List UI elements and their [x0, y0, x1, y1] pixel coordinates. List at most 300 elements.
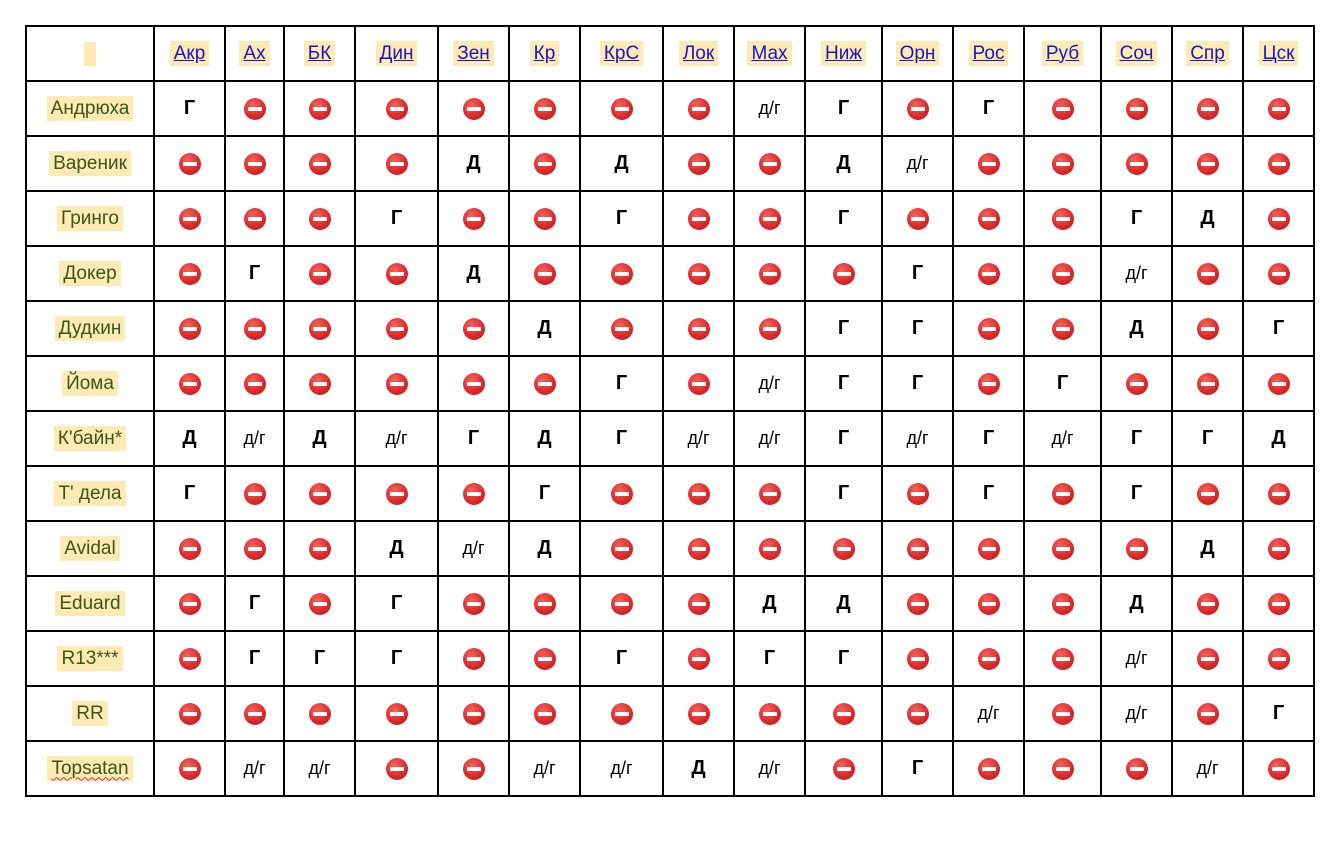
- table-cell: [734, 191, 805, 246]
- no-entry-icon: [759, 263, 781, 285]
- cell-value: Г: [837, 482, 850, 504]
- cell-value: Г: [911, 262, 924, 284]
- table-row: [26, 686, 1314, 741]
- row-label: RR: [72, 701, 107, 726]
- cell-value: Г: [615, 647, 628, 669]
- table-cell: [953, 191, 1024, 246]
- column-header: [1243, 26, 1314, 81]
- table-cell: [1101, 356, 1172, 411]
- table-cell: [734, 246, 805, 301]
- corner-cell: [26, 26, 154, 81]
- table-cell: [284, 631, 355, 686]
- table-cell: [284, 741, 355, 796]
- cell-value: Д: [836, 152, 851, 174]
- no-entry-icon: [759, 318, 781, 340]
- table-cell: [284, 81, 355, 136]
- table-cell: [805, 136, 882, 191]
- table-cell: [225, 686, 284, 741]
- table-cell: [509, 741, 580, 796]
- table-cell: [580, 521, 663, 576]
- table-cell: [953, 631, 1024, 686]
- table-cell: [1243, 411, 1314, 466]
- no-entry-icon: [978, 373, 1000, 395]
- table-cell: [284, 521, 355, 576]
- table-cell: [1024, 576, 1101, 631]
- column-link[interactable]: Мах: [747, 41, 791, 66]
- table-cell: [1024, 466, 1101, 521]
- table-cell: [1101, 301, 1172, 356]
- cell-value: Д: [1129, 592, 1144, 614]
- table-cell: [1172, 741, 1243, 796]
- cell-value: д/г: [1125, 648, 1148, 668]
- no-entry-icon: [1052, 153, 1074, 175]
- no-entry-icon: [244, 98, 266, 120]
- no-entry-icon: [386, 703, 408, 725]
- table-cell: [284, 356, 355, 411]
- table-row: [26, 356, 1314, 411]
- no-entry-icon: [907, 593, 929, 615]
- no-entry-icon: [534, 153, 556, 175]
- no-entry-icon: [463, 208, 485, 230]
- table-cell: [1101, 136, 1172, 191]
- column-header: [154, 26, 225, 81]
- no-entry-icon: [978, 538, 1000, 560]
- no-entry-icon: [179, 593, 201, 615]
- no-entry-icon: [244, 318, 266, 340]
- table-cell: [882, 631, 953, 686]
- table-cell: [154, 466, 225, 521]
- cell-value: Г: [982, 427, 995, 449]
- table-cell: [1243, 356, 1314, 411]
- table-cell: [355, 466, 438, 521]
- table-cell: [805, 356, 882, 411]
- cell-value: Г: [837, 427, 850, 449]
- row-label: Дудкин: [55, 316, 126, 341]
- cell-value: д/г: [1125, 263, 1148, 283]
- table-cell: [1243, 246, 1314, 301]
- table-cell: [509, 686, 580, 741]
- table-cell: [882, 301, 953, 356]
- table-cell: [1101, 191, 1172, 246]
- no-entry-icon: [833, 758, 855, 780]
- no-entry-icon: [1052, 648, 1074, 670]
- no-entry-icon: [463, 593, 485, 615]
- table-row: [26, 301, 1314, 356]
- table-cell: [580, 246, 663, 301]
- row-header: [26, 81, 154, 136]
- table-cell: [1101, 246, 1172, 301]
- no-entry-icon: [978, 263, 1000, 285]
- table-cell: [1172, 466, 1243, 521]
- column-header: [509, 26, 580, 81]
- table-cell: [509, 191, 580, 246]
- no-entry-icon: [463, 98, 485, 120]
- no-entry-icon: [759, 703, 781, 725]
- cell-value: д/г: [243, 428, 266, 448]
- no-entry-icon: [244, 153, 266, 175]
- table-cell: [882, 576, 953, 631]
- table-cell: [438, 466, 509, 521]
- table-cell: [953, 576, 1024, 631]
- table-cell: [284, 466, 355, 521]
- no-entry-icon: [1197, 153, 1219, 175]
- cell-value: Г: [1201, 427, 1214, 449]
- no-entry-icon: [1268, 593, 1290, 615]
- table-cell: [355, 631, 438, 686]
- no-entry-icon: [386, 758, 408, 780]
- no-entry-icon: [179, 373, 201, 395]
- table-cell: [663, 466, 734, 521]
- table-cell: [953, 466, 1024, 521]
- table-cell: [805, 191, 882, 246]
- row-header: [26, 576, 154, 631]
- cell-value: д/г: [1125, 703, 1148, 723]
- column-header: [805, 26, 882, 81]
- no-entry-icon: [309, 703, 331, 725]
- no-entry-icon: [688, 318, 710, 340]
- no-entry-icon: [978, 318, 1000, 340]
- no-entry-icon: [179, 318, 201, 340]
- table-cell: [1243, 81, 1314, 136]
- row-label: Вареник: [49, 151, 131, 176]
- table-cell: [355, 246, 438, 301]
- column-link[interactable]: Акр: [170, 41, 210, 66]
- table-cell: [805, 411, 882, 466]
- column-link[interactable]: Цск: [1259, 41, 1299, 66]
- table-cell: [509, 356, 580, 411]
- table-cell: [284, 576, 355, 631]
- no-entry-icon: [1197, 648, 1219, 670]
- no-entry-icon: [611, 98, 633, 120]
- cell-value: Д: [836, 592, 851, 614]
- row-label: Гринго: [57, 206, 123, 231]
- table-cell: [1101, 631, 1172, 686]
- table-cell: [355, 81, 438, 136]
- table-cell: [1024, 741, 1101, 796]
- row-label: Avidal: [60, 536, 119, 561]
- no-entry-icon: [688, 373, 710, 395]
- column-link[interactable]: Кр: [530, 41, 560, 66]
- no-entry-icon: [1197, 373, 1219, 395]
- table-row: [26, 81, 1314, 136]
- cell-value: Г: [615, 207, 628, 229]
- table-cell: [663, 81, 734, 136]
- table-cell: [1243, 741, 1314, 796]
- table-cell: [509, 521, 580, 576]
- cell-value: д/г: [758, 98, 781, 118]
- table-cell: [580, 576, 663, 631]
- row-header: [26, 356, 154, 411]
- no-entry-icon: [1052, 98, 1074, 120]
- cell-value: Д: [312, 427, 327, 449]
- no-entry-icon: [1197, 593, 1219, 615]
- table-cell: [355, 411, 438, 466]
- table-cell: [805, 631, 882, 686]
- table-cell: [734, 466, 805, 521]
- no-entry-icon: [1197, 98, 1219, 120]
- table-cell: [1101, 411, 1172, 466]
- table-cell: [734, 631, 805, 686]
- column-link[interactable]: Спр: [1186, 41, 1229, 66]
- no-entry-icon: [1268, 648, 1290, 670]
- cell-value: Г: [1130, 207, 1143, 229]
- table-cell: [154, 301, 225, 356]
- table-cell: [154, 576, 225, 631]
- table-cell: [1172, 81, 1243, 136]
- table-cell: [882, 521, 953, 576]
- table-cell: [154, 686, 225, 741]
- cell-value: Д: [537, 427, 552, 449]
- cell-value: Г: [1272, 317, 1285, 339]
- row-label: Eduard: [55, 591, 124, 616]
- cell-value: Г: [183, 482, 196, 504]
- cell-value: Д: [466, 262, 481, 284]
- cell-value: Г: [390, 207, 403, 229]
- table-cell: [438, 741, 509, 796]
- no-entry-icon: [1268, 263, 1290, 285]
- column-link[interactable]: КрС: [600, 41, 643, 66]
- table-cell: [1172, 686, 1243, 741]
- no-entry-icon: [309, 263, 331, 285]
- no-entry-icon: [688, 703, 710, 725]
- column-link[interactable]: Руб: [1042, 41, 1083, 66]
- cell-value: Г: [982, 97, 995, 119]
- table-cell: [663, 521, 734, 576]
- no-entry-icon: [534, 648, 556, 670]
- no-entry-icon: [1268, 538, 1290, 560]
- table-cell: [805, 576, 882, 631]
- table-cell: [1243, 466, 1314, 521]
- row-header: [26, 136, 154, 191]
- cell-value: д/г: [308, 758, 331, 778]
- cell-value: Г: [1272, 702, 1285, 724]
- cell-value: Д: [466, 152, 481, 174]
- table-row: [26, 466, 1314, 521]
- no-entry-icon: [309, 593, 331, 615]
- row-label: Докер: [59, 261, 120, 286]
- table-cell: [734, 686, 805, 741]
- row-header: [26, 741, 154, 796]
- cell-value: Д: [389, 537, 404, 559]
- table-cell: [225, 631, 284, 686]
- table-cell: [805, 246, 882, 301]
- table-cell: [438, 631, 509, 686]
- table-cell: [355, 301, 438, 356]
- no-entry-icon: [179, 263, 201, 285]
- table-cell: [284, 686, 355, 741]
- column-header: [225, 26, 284, 81]
- schedule-table: [25, 25, 1315, 797]
- cell-value: д/г: [758, 373, 781, 393]
- table-cell: [154, 521, 225, 576]
- table-cell: [154, 356, 225, 411]
- no-entry-icon: [1268, 373, 1290, 395]
- column-header: [438, 26, 509, 81]
- no-entry-icon: [309, 318, 331, 340]
- table-cell: [580, 191, 663, 246]
- no-entry-icon: [1052, 263, 1074, 285]
- table-cell: [1172, 136, 1243, 191]
- cell-value: д/г: [610, 758, 633, 778]
- table-cell: [225, 301, 284, 356]
- no-entry-icon: [907, 208, 929, 230]
- table-cell: [225, 521, 284, 576]
- cell-value: Г: [313, 647, 326, 669]
- table-cell: [1024, 191, 1101, 246]
- table-cell: [1024, 521, 1101, 576]
- cell-value: д/г: [758, 428, 781, 448]
- no-entry-icon: [1197, 318, 1219, 340]
- table-cell: [225, 576, 284, 631]
- row-label: R13***: [57, 646, 122, 671]
- table-cell: [225, 411, 284, 466]
- no-entry-icon: [1052, 208, 1074, 230]
- no-entry-icon: [534, 703, 556, 725]
- no-entry-icon: [611, 593, 633, 615]
- column-link[interactable]: Рос: [969, 41, 1009, 66]
- no-entry-icon: [386, 483, 408, 505]
- no-entry-icon: [463, 648, 485, 670]
- table-cell: [1172, 301, 1243, 356]
- table-cell: [580, 301, 663, 356]
- no-entry-icon: [833, 538, 855, 560]
- no-entry-icon: [179, 208, 201, 230]
- table-cell: [1243, 301, 1314, 356]
- column-header: [355, 26, 438, 81]
- no-entry-icon: [1197, 703, 1219, 725]
- table-cell: [1172, 631, 1243, 686]
- no-entry-icon: [1197, 483, 1219, 505]
- cell-value: Г: [248, 647, 261, 669]
- column-link[interactable]: Орн: [896, 41, 940, 66]
- table-cell: [953, 136, 1024, 191]
- no-entry-icon: [907, 703, 929, 725]
- no-entry-icon: [244, 373, 266, 395]
- no-entry-icon: [688, 263, 710, 285]
- no-entry-icon: [244, 483, 266, 505]
- cell-value: Д: [691, 757, 706, 779]
- no-entry-icon: [309, 373, 331, 395]
- table-cell: [580, 631, 663, 686]
- table-cell: [1172, 411, 1243, 466]
- table-cell: [882, 246, 953, 301]
- no-entry-icon: [534, 208, 556, 230]
- cell-value: Г: [911, 757, 924, 779]
- no-entry-icon: [1126, 153, 1148, 175]
- table-cell: [663, 136, 734, 191]
- table-cell: [438, 411, 509, 466]
- table-cell: [734, 576, 805, 631]
- row-header: [26, 191, 154, 246]
- column-link[interactable]: БК: [304, 41, 336, 66]
- table-cell: [355, 191, 438, 246]
- table-cell: [734, 301, 805, 356]
- table-cell: [438, 301, 509, 356]
- table-cell: [509, 631, 580, 686]
- table-cell: [734, 521, 805, 576]
- cell-value: д/г: [1051, 428, 1074, 448]
- table-cell: [1101, 576, 1172, 631]
- table-cell: [663, 576, 734, 631]
- no-entry-icon: [688, 153, 710, 175]
- table-cell: [1024, 411, 1101, 466]
- table-cell: [663, 741, 734, 796]
- no-entry-icon: [179, 648, 201, 670]
- table-row: [26, 136, 1314, 191]
- table-cell: [1243, 191, 1314, 246]
- no-entry-icon: [688, 593, 710, 615]
- no-entry-icon: [759, 208, 781, 230]
- no-entry-icon: [386, 263, 408, 285]
- table-cell: [1172, 356, 1243, 411]
- table-cell: [1024, 301, 1101, 356]
- table-cell: [953, 246, 1024, 301]
- table-cell: [882, 686, 953, 741]
- cell-value: Г: [837, 647, 850, 669]
- no-entry-icon: [386, 373, 408, 395]
- cell-value: Г: [763, 647, 776, 669]
- cell-value: д/г: [462, 538, 485, 558]
- no-entry-icon: [179, 758, 201, 780]
- column-link[interactable]: Ах: [239, 41, 269, 66]
- column-link[interactable]: Дин: [376, 41, 418, 66]
- table-cell: [882, 191, 953, 246]
- cell-value: д/г: [687, 428, 710, 448]
- column-header: [580, 26, 663, 81]
- cell-value: Д: [537, 537, 552, 559]
- column-link[interactable]: Соч: [1116, 41, 1158, 66]
- table-cell: [805, 686, 882, 741]
- table-cell: [1024, 356, 1101, 411]
- no-entry-icon: [907, 483, 929, 505]
- table-cell: [882, 741, 953, 796]
- column-header: [284, 26, 355, 81]
- column-link[interactable]: Лок: [679, 41, 718, 66]
- cell-value: Г: [837, 97, 850, 119]
- table-cell: [663, 686, 734, 741]
- no-entry-icon: [688, 483, 710, 505]
- no-entry-icon: [463, 703, 485, 725]
- no-entry-icon: [759, 483, 781, 505]
- no-entry-icon: [833, 703, 855, 725]
- no-entry-icon: [463, 318, 485, 340]
- column-link[interactable]: Ниж: [821, 41, 866, 66]
- table-cell: [1101, 741, 1172, 796]
- cell-value: д/г: [758, 758, 781, 778]
- no-entry-icon: [179, 153, 201, 175]
- table-cell: [580, 466, 663, 521]
- no-entry-icon: [759, 538, 781, 560]
- table-cell: [509, 411, 580, 466]
- no-entry-icon: [1052, 703, 1074, 725]
- table-cell: [284, 136, 355, 191]
- no-entry-icon: [978, 153, 1000, 175]
- table-cell: [355, 576, 438, 631]
- row-header: [26, 301, 154, 356]
- column-link[interactable]: Зен: [453, 41, 494, 66]
- table-cell: [663, 246, 734, 301]
- cell-value: д/г: [906, 428, 929, 448]
- table-cell: [805, 466, 882, 521]
- row-header: [26, 631, 154, 686]
- table-cell: [882, 356, 953, 411]
- table-cell: [882, 81, 953, 136]
- table-cell: [953, 301, 1024, 356]
- table-cell: [355, 521, 438, 576]
- table-cell: [805, 301, 882, 356]
- column-header: [663, 26, 734, 81]
- no-entry-icon: [1268, 758, 1290, 780]
